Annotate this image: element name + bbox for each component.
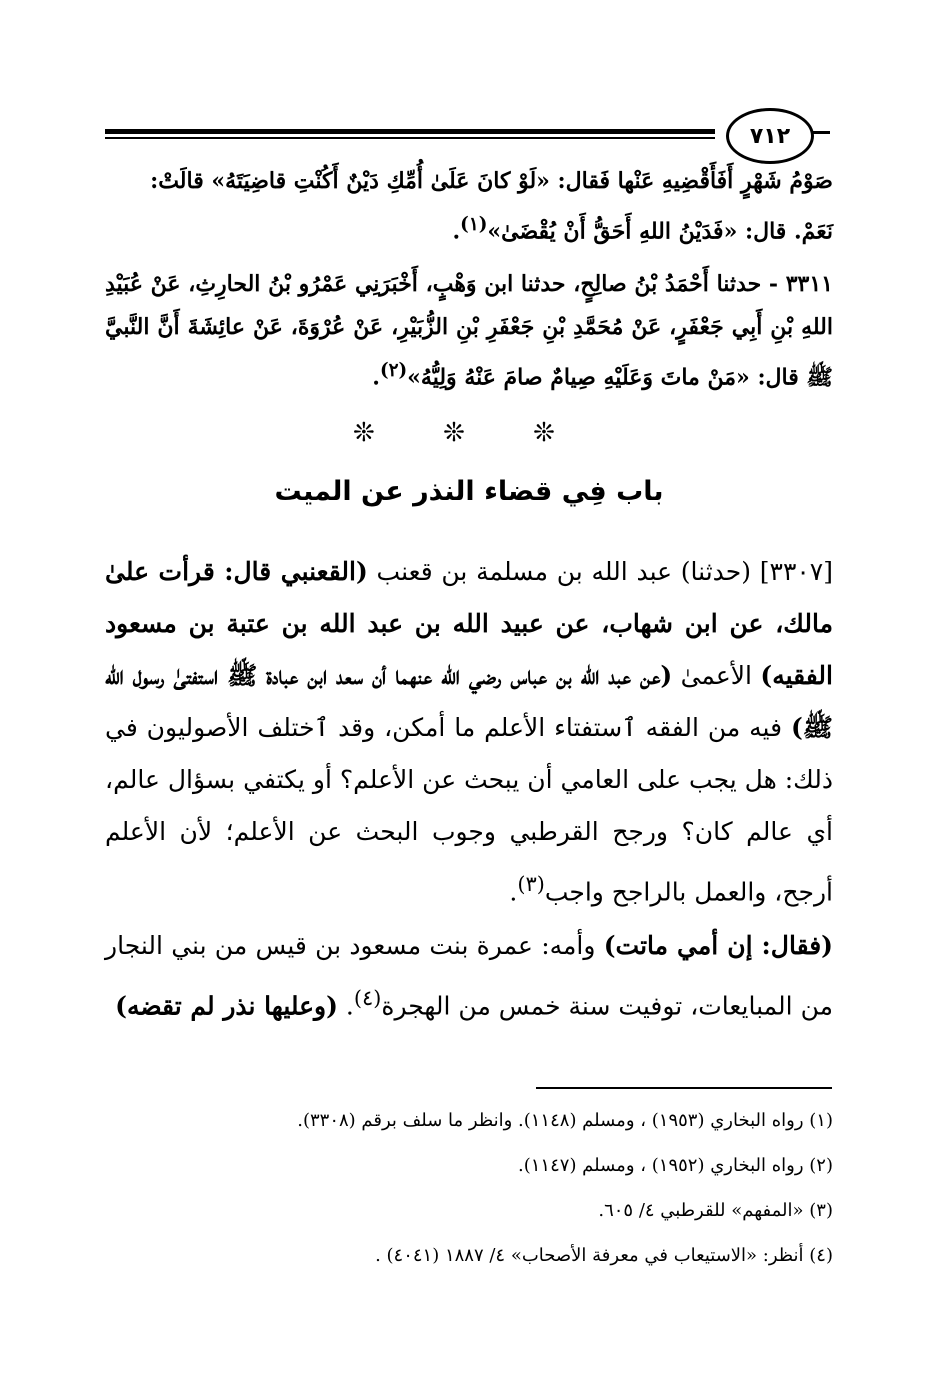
hadith-paragraph-2: ٣٣١١ - حدثنا أَحْمَدُ بْنُ صالِحٍ، حدثنا ابن وَهْبٍ، أَخْبَرَنِي عَمْرُو بْنُ الحارِثِ، عَنْ عُبَيْدِ اللهِ بْنِ أَبِي جَعْفَرٍ، عَنْ مُحَمَّدِ بْنِ جَعْفَرِ بْنِ الزُّبَيْرِ، عَنْ عُرْوَةَ، عَنْ عائِشَةَ أَنَّ النَّبيَّ ﷺ قال: «مَنْ ماتَ وَعَلَيْهِ صِيامٌ صامَ عَنْهُ وَلِيُّهُ»$^{(٢)}$. — [105, 271, 833, 391]
page-number: ٧١٢ — [726, 108, 814, 164]
commentary-vow: (وعليها نذر لم تقضه) — [115, 991, 338, 1021]
commentary-note-blind: الأعمىٰ — [680, 661, 753, 690]
footnote-ref-4: (٤) — [353, 986, 382, 1011]
header-rule-tail — [812, 131, 830, 134]
commentary-3307-intro: [٣٣٠٧] (حدثنا) عبد الله بن مسلمة بن قعنب — [376, 557, 833, 586]
commentary-fiqh: فيه من الفقه ٱستفتاء الأعلم ما أمكن، وقد ٱختلف الأصوليون في ذلك: هل يجب على العامي أن يبحث عن الأعلم؟ أو يكتفي بسؤال عالم، أي عالم كان؟ ورجح القرطبي وجوب البحث عن الأعلم؛ لأن الأعلم أرجح، والعمل بالراجح واجب — [105, 713, 833, 907]
commentary-ibn-abbas: (عن عبد الله بن عباس رضي الله عنهما أن سعد ابن عبادة ﷺ استفتىٰ رسول الله ﷺ) — [105, 661, 833, 742]
hadith-paragraph-1: صَوْمُ شَهْرٍ أَفَأَقْضِيهِ عَنْها فَقال: «لَوْ كانَ عَلَىٰ أُمِّكِ دَيْنٌ أَكُنْتِ قاضِيَتَهُ» قالَتْ: نَعَمْ. قال: «فَدَيْنُ اللهِ أَحَقُّ أَنْ يُقْضَىٰ»$^{(١)}$. — [150, 168, 833, 245]
commentary-mother-died: (فقال: إن أمي ماتت) — [603, 931, 833, 961]
section-separator: ❊ ❊ ❊ — [353, 418, 585, 448]
footnotes — [105, 1098, 833, 1278]
hadith-3311: ٣٣١١ - حدثنا أَحْمَدُ بْنُ صالِحٍ، حدثنا ابن وَهْبٍ، أَخْبَرَنِي عَمْرُو بْنُ الحارِثِ، عَنْ عُبَيْدِ اللهِ بْنِ أَبِي جَعْفَرٍ، عَنْ مُحَمَّدِ بْنِ جَعْفَرِ بْنِ الزُّبَيْرِ، عَنْ عُرْوَةَ، عَنْ عائِشَةَ أَنَّ النَّبيَّ ﷺ قال: «مَنْ ماتَ وَعَلَيْهِ صِيامٌ صامَ عَنْهُ وَلِيُّهُ» — [105, 271, 833, 391]
footnote-ref-2: (٢) — [379, 360, 408, 382]
chapter-title: باب فِي قضاء النذر عن الميت — [274, 476, 664, 507]
hadith-text — [105, 160, 833, 410]
hadith-line-2: نَعَمْ. قال: «فَدَيْنُ اللهِ أَحَقُّ أَنْ يُقْضَىٰ» — [487, 218, 833, 245]
header-rule-thin — [105, 137, 715, 139]
commentary-paragraph-1: [٣٣٠٧] (حدثنا) عبد الله بن مسلمة بن قعنب (القعنبي قال: قرأت علىٰ مالك، عن ابن شهاب، عن عبيد الله بن عبد الله بن عتبة بن مسعود الفقيه) الأعمىٰ (عن عبد الله بن عباس رضي الله عنهما أن سعد ابن عبادة ﷺ استفتىٰ رسول الله ﷺ) فيه من الفقه ٱستفتاء الأعلم ما أمكن، وقد ٱختلف الأصوليون في ذلك: هل يجب على العامي أن يبحث عن الأعلم؟ أو يكتفي بسؤال عالم، أي عالم كان؟ ورجح القرطبي وجوب البحث عن الأعلم؛ لأن الأعلم أرجح، والعمل بالراجح واجب$^{(٣)}$. — [105, 557, 833, 907]
footnote-ref-3: (٣) — [517, 872, 545, 896]
footnote-2: (٢) رواه البخاري (١٩٥٢) ، ومسلم (١١٤٧). — [518, 1155, 833, 1176]
footnote-ref-1: (١) — [460, 214, 488, 235]
commentary-text — [105, 546, 833, 1035]
commentary-narrators: (القعنبي قال: قرأت علىٰ مالك، عن ابن شهاب، عن عبيد الله بن عبد الله بن عتبة بن مسعود الفقيه) — [105, 557, 833, 690]
footnote-3: (٣) «المفهم» للقرطبي ٤/ ٦٠٥. — [598, 1200, 833, 1221]
commentary-mother-info: وأمه: عمرة بنت مسعود بن قيس من بني النجار من المبايعات، توفيت سنة خمس من الهجرة — [105, 931, 833, 1021]
footnote-divider — [536, 1087, 832, 1089]
hadith-line-1: صَوْمُ شَهْرٍ أَفَأَقْضِيهِ عَنْها فَقال: «لَوْ كانَ عَلَىٰ أُمِّكِ دَيْنٌ أَكُنْتِ قاضِيَتَهُ» قالَتْ: — [150, 168, 833, 194]
page-header — [0, 0, 938, 170]
header-rule-thick — [105, 129, 715, 134]
footnote-4: (٤) أنظر: «الاستيعاب في معرفة الأصحاب» ٤/ ١٨٨٧ (٤٠٤١) . — [375, 1245, 833, 1266]
footnote-1: (١) رواه البخاري (١٩٥٣) ، ومسلم (١١٤٨). وانظر ما سلف برقم (٣٣٠٨). — [297, 1110, 833, 1131]
commentary-paragraph-2: (فقال: إن أمي ماتت) وأمه: عمرة بنت مسعود بن قيس من بني النجار من المبايعات، توفيت سنة خمس من الهجرة$^{(٤)}$. (وعليها نذر لم تقضه) — [105, 931, 833, 1021]
